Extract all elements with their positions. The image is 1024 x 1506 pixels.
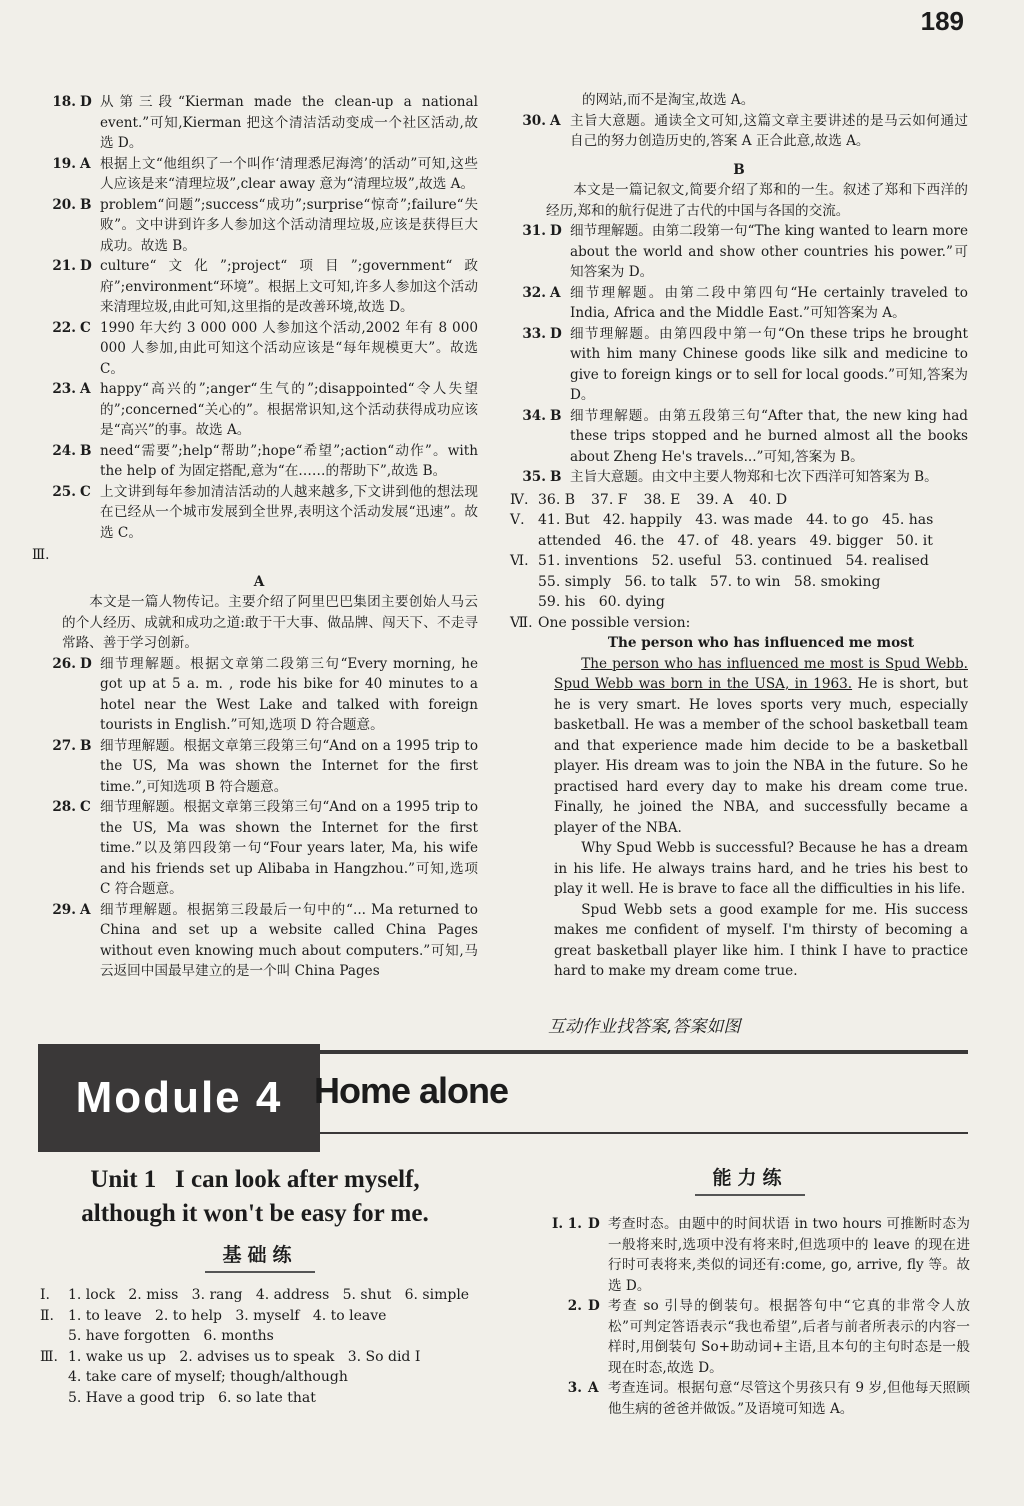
item-explanation: 细节理解题。根据文章第三段第三句“And on a 1995 trip to the US, Ma was shown the Internet for the first time.”以及第四段第一句“Four years later, Ma, his wife and his friends set up Alibaba in Hangzhou.”可知,选项 C 符合题意。 [100, 799, 478, 897]
item-explanation: happy“高兴的”;anger“生气的”;disappointed“令人失望的”;concerned“关心的”。根据常识知,这个活动获得成功应该是“高兴”的事。故选 A。 [100, 381, 478, 438]
section-a-label: A [253, 573, 265, 590]
item-number: 30. [522, 112, 546, 129]
item-answer: B [80, 737, 92, 754]
answer-item [40, 736, 478, 798]
unit-title-line1: Unit 1 I can look after myself, [90, 1166, 420, 1193]
section-4 [510, 490, 968, 511]
item-answer: D [80, 655, 92, 672]
section-5 [510, 510, 968, 531]
answer-item [40, 797, 478, 900]
item-number: 29. [52, 901, 76, 918]
item-number: 28. [52, 799, 76, 815]
item-answer: A [588, 1380, 599, 1396]
item-number: 31. [522, 223, 546, 239]
right-top-continuation: 的网站,而不是淘宝,故选 A。 [582, 92, 755, 108]
item-answer: B [80, 196, 92, 213]
section-4-item: 40. D [749, 491, 788, 508]
essay-underlined-2: Spud Webb was born in the USA, in 1963. [554, 676, 853, 692]
item-number: 32. [522, 284, 546, 301]
item-explanation: 细节理解题。由第二段第一句“The king wanted to learn more about the world and show other countries his power.”可知答案为 D。 [570, 223, 968, 280]
module-title: Home alone [314, 1070, 509, 1111]
unit-title [40, 1163, 470, 1231]
ability-heading-underline [695, 1194, 805, 1196]
item-number: 22. [52, 319, 76, 336]
section-7 [510, 613, 968, 634]
section-a-intro: 本文是一篇人物传记。主要介绍了阿里巴巴集团主要创始人马云的个人经历、成就和成功之道:敢于干大事、做品牌、闯天下、不走寻常路、善于学习创新。 [62, 594, 478, 651]
section-6-line2: 55. simply 56. to talk 57. to win 58. smoking [538, 573, 881, 590]
answer-item [40, 441, 478, 482]
answer-item [40, 195, 478, 257]
item-answer: D [550, 325, 562, 342]
item-number: 19. [52, 155, 76, 172]
section-6 [510, 551, 968, 572]
item-explanation: 从第三段“Kierman made the clean-up a national event.”可知,Kierman 把这个清洁活动变成一个社区活动,故选 D。 [100, 94, 478, 151]
roman-numeral: Ⅳ. [510, 491, 529, 508]
item-number: 35. [522, 469, 546, 485]
answer-item [530, 1214, 970, 1296]
essay [554, 633, 968, 982]
module-label: Module 4 [38, 1044, 320, 1152]
basic-line-3: 1. wake us up 2. advises us to speak 3. So did I [68, 1348, 421, 1365]
item-answer: D [588, 1298, 600, 1314]
item-explanation: culture“文化”;project“项目”;government“政府”;environment“环境”。根据上文可知,许多人参加这个活动来清理垃圾,由此可知,这里指的是改善环境,故选 D。 [100, 258, 478, 315]
essay-title: The person who has influenced me most [607, 635, 915, 651]
answer-item [40, 379, 478, 441]
item-explanation: 细节理解题。由第二段中第四句“He certainly traveled to India, Africa and the Middle East.”可知答案为 A。 [570, 284, 968, 321]
basic-line-2: 1. to leave 2. to help 3. myself 4. to leave [68, 1307, 387, 1324]
basic-row-3 [40, 1347, 480, 1368]
item-number: 33. [522, 325, 546, 342]
section-4-item: 38. E [643, 491, 681, 508]
item-number: 26. [52, 655, 76, 672]
basic-heading: 基础练 [222, 1244, 298, 1266]
answer-item [510, 324, 968, 406]
item-answer: A [80, 381, 91, 397]
item-explanation: 细节理解题。由第五段第三句“After that, the new king had these trips stopped and he burned almost all the books about Zheng He's travels...”可知,答案为 B。 [570, 407, 968, 465]
essay-paragraph-3: Spud Webb sets a good example for me. His success makes me confident of myself. I'm thirsty of becoming a great basketball player like him. I think I have to practice hard to make my dream come true. [554, 901, 968, 979]
banner-top-line [292, 1050, 968, 1054]
banner-bottom-line [292, 1132, 968, 1134]
right-column [510, 90, 968, 982]
section-b-label: B [733, 161, 745, 178]
item-explanation: need“需要”;help“帮助”;hope“希望”;action“动作”。with the help of 为固定搭配,意为“在……的帮助下”,故选 B。 [100, 442, 478, 479]
item-number: 3. [567, 1380, 582, 1396]
section-4-item: 37. F [591, 491, 628, 508]
basic-row-3b [40, 1367, 480, 1388]
answer-item [40, 154, 478, 195]
item-answer: C [80, 319, 91, 336]
item-number: 18. [52, 94, 76, 110]
left-column [32, 92, 478, 982]
answer-item [40, 256, 478, 318]
item-answer: A [80, 901, 91, 918]
ability-heading: 能力练 [712, 1167, 788, 1189]
item-explanation: 考查连词。根据句意“尽管这个男孩只有 9 岁,但他每天照顾他生病的爸爸并做饭。”及语境可知选 A。 [608, 1380, 970, 1417]
item-explanation: 细节理解题。根据文章第三段第三句“And on a 1995 trip to the US, Ma was shown the Internet for the first time.”,可知选项 B 符合题意。 [100, 737, 478, 795]
basic-row-2b [40, 1326, 480, 1347]
item-explanation: 考查 so 引导的倒装句。根据答句中“它真的非常令人放松”可判定答语表示“我也希望”,后者与前者所表示的内容一样时,用倒装句 So+助动词+主语,且本句的主句时态是一般现在时态,故选 D。 [608, 1298, 970, 1376]
item-answer: B [550, 407, 562, 424]
item-answer: C [80, 483, 91, 500]
section-5-row2 [510, 531, 968, 552]
section-b-intro: 本文是一篇记叙文,简要介绍了郑和的一生。叙述了郑和下西洋的经历,郑和的航行促进了古代的中国与各国的交流。 [546, 182, 968, 219]
item-explanation: 上文讲到每年参加清洁活动的人越来越多,下文讲到他的想法现在已经从一个城市发展到全世界,表明这个活动发展“迅速”。故选 C。 [100, 483, 478, 541]
unit-title-line2: although it won't be easy for me. [81, 1200, 429, 1227]
answer-item [510, 111, 968, 152]
section-5-line2: attended 46. the 47. of 48. years 49. bigger 50. it [538, 532, 933, 549]
section-6-line1: 51. inventions 52. useful 53. continued 54. realised [538, 553, 929, 569]
item-explanation: 细节理解题。根据文章第二段第三句“Every morning, he got up at 5 a. m. , rode his bike for 40 minutes to a hotel near the West Lake and talked with foreign tourists in English.”可知,选项 D 符合题意。 [100, 655, 478, 733]
item-answer: B [80, 442, 92, 459]
basic-line-3b: 4. take care of myself; though/although [68, 1369, 348, 1385]
basic-line-3c: 5. Have a good trip 6. so late that [68, 1389, 316, 1406]
roman-numeral: Ⅵ. [510, 553, 529, 569]
item-number: 2. [567, 1298, 582, 1314]
handwritten-note: 互动作业找答案,答案如图 [548, 1017, 741, 1037]
roman-numeral: Ⅱ. [40, 1307, 54, 1324]
section-6-line3: 59. his 60. dying [538, 594, 665, 610]
item-answer: D [80, 94, 92, 110]
section-6-row3 [510, 592, 968, 613]
section-5-line1: 41. But 42. happily 43. was made 44. to go 45. has [538, 512, 934, 528]
answer-item [530, 1296, 970, 1378]
item-explanation: 1990 年大约 3 000 000 人参加这个活动,2002 年有 8 000 000 人参加,由此可知这个活动应该是“每年规模更大”。故选 C。 [100, 319, 478, 377]
item-answer: B [550, 469, 562, 485]
item-answer: D [80, 258, 92, 274]
basic-row-1 [40, 1285, 480, 1306]
item-answer: D [550, 223, 562, 239]
answer-item [40, 900, 478, 982]
section-4-item: 39. A [696, 491, 734, 508]
item-number: 25. [52, 483, 76, 500]
essay-paragraph-2: Why Spud Webb is successful? Because he has a dream in his life. He always trains hard, and he tries his best to play it well. He is brave to face all the difficulties in his life. [554, 840, 968, 897]
essay-paragraph-1 [554, 654, 968, 839]
item-explanation: 考查时态。由题中的时间状语 in two hours 可推断时态为一般将来时,选项中没有将来时,但选项中的 leave 的现在进行时可表将来,类似的词还有:come, go, arrive, fly 等。故选 D。 [608, 1216, 970, 1294]
basic-row-3c [40, 1388, 480, 1409]
item-number: 21. [52, 258, 76, 274]
roman-numeral: Ⅰ. [40, 1287, 50, 1303]
item-answer: D [588, 1216, 600, 1232]
item-number: 20. [52, 196, 76, 213]
item-number: Ⅰ. 1. [551, 1216, 582, 1232]
basic-line-1: 1. lock 2. miss 3. rang 4. address 5. shut 6. simple [68, 1287, 470, 1303]
item-explanation: 根据上文“他组织了一个叫作‘清理悉尼海湾’的活动”可知,这些人应该是来“清理垃圾”,clear away 意为“清理垃圾”,故选 A。 [100, 155, 478, 192]
answer-item [40, 318, 478, 380]
item-explanation: 主旨大意题。通读全文可知,这篇文章主要讲述的是马云如何通过自己的努力创造历史的,答案 A 正合此意,故选 A。 [570, 112, 968, 149]
answer-item [510, 467, 968, 488]
roman-numeral: Ⅶ. [510, 614, 533, 631]
roman-numeral: Ⅴ. [510, 512, 525, 528]
answer-item [40, 482, 478, 544]
essay-p1-rest: He is short, but he is very smart. He loves sports very much, especially basketball. He was a member of the school basketball team and that experience made him decide to be a basketball player. His dream was to join the NBA in the future. So he practised hard every day to make his dream come true. Finally, he joined the NBA, and successfully became a player of the NBA. [554, 676, 969, 836]
item-explanation: 细节理解题。根据第三段最后一句中的“... Ma returned to China and set up a website called China Pages without even knowing much about computers.”可知,马云返回中国最早建立的是一个叫 China Pages [100, 901, 478, 979]
item-answer: C [80, 799, 91, 815]
item-explanation: 细节理解题。由第四段中第一句“On these trips he brought with him many Chinese goods like silk and medicine to give to foreign kings or to sell for local goods.”可知,答案为 D。 [570, 325, 968, 403]
page-number: 189 [920, 6, 964, 36]
section-3-label: Ⅲ. [32, 547, 50, 563]
item-answer: A [550, 112, 561, 129]
answer-item [40, 654, 478, 736]
item-number: 27. [52, 737, 76, 754]
item-number: 24. [52, 442, 76, 459]
module-banner [30, 1030, 992, 1130]
answer-item [510, 406, 968, 468]
section-6-row2 [510, 572, 968, 593]
item-answer: A [80, 155, 91, 172]
roman-numeral: Ⅲ. [40, 1348, 58, 1365]
basic-heading-underline [205, 1271, 315, 1273]
item-number: 34. [522, 407, 546, 424]
answer-item [530, 1378, 970, 1419]
basic-practice [40, 1240, 480, 1408]
item-answer: A [550, 284, 561, 301]
answer-item [40, 92, 478, 154]
answer-item [510, 221, 968, 283]
essay-underlined-1: The person who has influenced me most is Spud Webb. [581, 655, 968, 672]
section-4-item: 36. B [538, 491, 576, 508]
answer-item [510, 283, 968, 324]
basic-line-2b: 5. have forgotten 6. months [68, 1328, 274, 1344]
section-7-label: One possible version: [538, 614, 691, 631]
ability-practice [530, 1163, 970, 1419]
item-explanation: problem“问题”;success“成功”;surprise“惊奇”;failure“失败”。文中讲到许多人参加这个活动清理垃圾,应该是获得巨大成功。故选 B。 [100, 196, 478, 254]
item-number: 23. [52, 381, 76, 397]
item-explanation: 主旨大意题。由文中主要人物郑和七次下西洋可知答案为 B。 [570, 469, 938, 485]
basic-row-2 [40, 1306, 480, 1327]
